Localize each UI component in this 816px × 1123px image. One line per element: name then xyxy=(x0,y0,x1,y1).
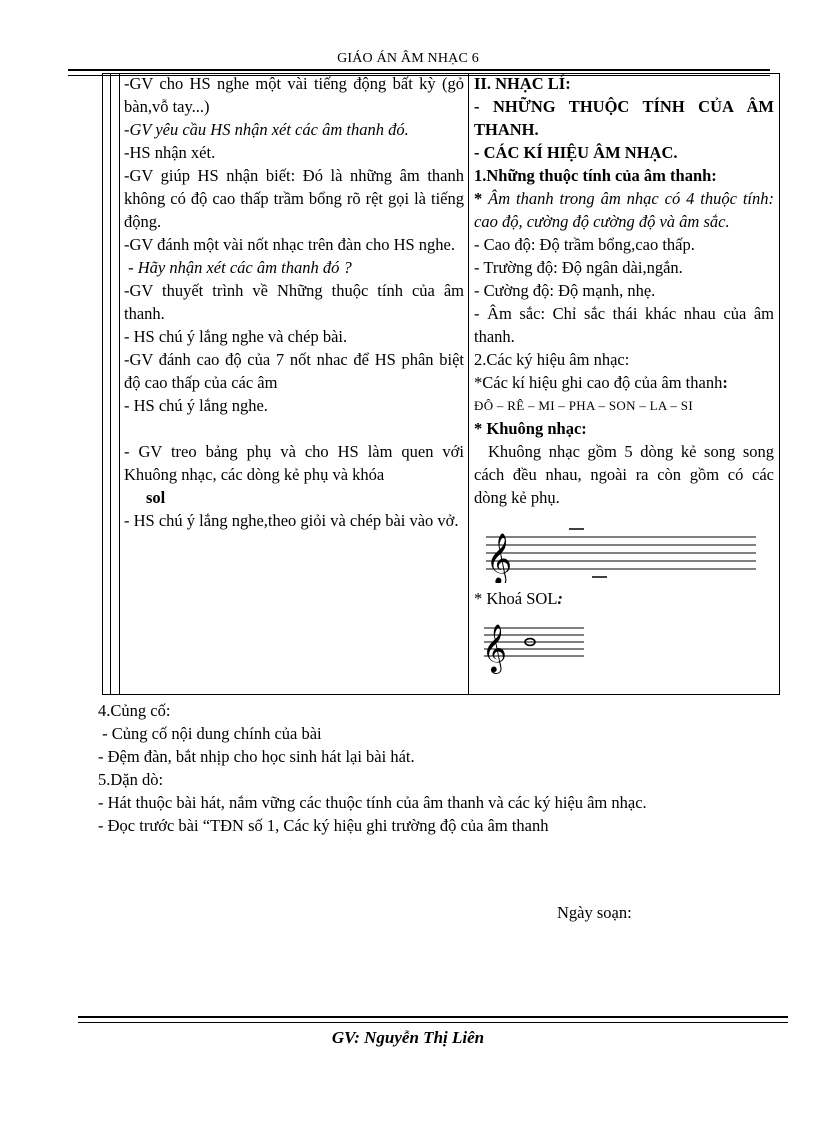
clef-label xyxy=(474,587,774,610)
consolidation-title: 4.Củng cố: xyxy=(98,701,171,720)
page-header-title: GIÁO ÁN ÂM NHẠC 6 xyxy=(337,51,479,66)
table-inner-line-right xyxy=(119,73,120,695)
properties-intro-text: Âm thanh trong âm nhạc có 4 thuộc tính: cao độ, cường độ cường độ và âm sắc. xyxy=(474,189,774,231)
homework-item: - Hát thuộc bài hát, nắm vững các thuộc tính của âm thanh và các ký hiệu âm nhạc. xyxy=(98,793,647,812)
property-item: - Trường độ: Độ ngân dài,ngắn. xyxy=(474,258,683,277)
teacher-activity-column xyxy=(124,72,464,532)
treble-clef-icon: 𝄞 xyxy=(486,533,513,583)
left-line: - GV treo bảng phụ và cho HS làm quen với Khuông nhạc, các dòng kẻ phụ và khóa xyxy=(124,442,464,484)
clef-label-colon: : xyxy=(557,589,563,608)
lesson-body xyxy=(98,699,798,837)
property-item: - Âm sắc: Chỉ sắc thái khác nhau của âm thanh. xyxy=(474,304,774,346)
staff-label: * Khuông nhạc: xyxy=(474,419,587,438)
left-line: - HS chú ý lắng nghe và chép bài. xyxy=(124,327,348,346)
consolidation-item: - Đệm đàn, bắt nhịp cho học sinh hát lại bài hát. xyxy=(98,747,415,766)
left-line: -HS nhận xét. xyxy=(124,143,216,162)
notes-label-colon: : xyxy=(722,373,728,392)
properties-intro xyxy=(474,187,774,233)
homework-item: - Đọc trước bài “TĐN số 1, Các ký hiệu ghi trường độ của âm thanh xyxy=(98,816,549,835)
notes-label-text: *Các kí hiệu ghi cao độ của âm thanh xyxy=(474,373,723,392)
star-marker: * xyxy=(474,189,483,208)
notes-label xyxy=(474,371,774,394)
clef-label-text: * Khoá SOL xyxy=(474,589,558,608)
table-inner-line-left xyxy=(110,73,111,695)
section-heading: II. NHẠC LÍ: xyxy=(474,74,571,93)
treble-clef-icon: 𝄞 xyxy=(482,623,507,672)
preparation-date-label: Ngày soạn: xyxy=(557,903,632,922)
section-title: 1.Những thuộc tính của âm thanh: xyxy=(474,166,717,185)
property-item: - Cao độ: Độ trầm bổng,cao thấp. xyxy=(474,235,695,254)
subheading: - CÁC KÍ HIỆU ÂM NHẠC. xyxy=(474,143,678,162)
subheading: - NHỮNG THUỘC TÍNH CỦA ÂM THANH. xyxy=(474,97,774,139)
note-names: ĐÔ – RÊ – MI – PHA – SON – LA – SI xyxy=(474,398,693,413)
footer-rule xyxy=(78,1016,788,1023)
left-line: - HS chú ý lắng nghe,theo giỏi và chép bài vào vở. xyxy=(124,511,459,530)
left-line: sol xyxy=(146,488,166,507)
left-line: -GV đánh cao độ của 7 nốt nhac để HS phân biệt độ cao thấp của các âm xyxy=(124,350,464,392)
left-line: - HS chú ý lắng nghe. xyxy=(124,396,268,415)
left-line: -GV thuyết trình về Những thuộc tính của âm thanh. xyxy=(124,281,464,323)
staff-with-ledger-lines xyxy=(474,519,764,583)
lesson-content-column xyxy=(474,72,774,674)
left-line: -GV cho HS nghe một vài tiếng động bất kỳ (gỏ bàn,vỗ tay...) xyxy=(124,74,464,116)
left-line: - Hãy nhận xét các âm thanh đó ? xyxy=(124,258,352,277)
property-item: - Cường độ: Độ mạnh, nhẹ. xyxy=(474,281,656,300)
treble-clef-staff xyxy=(474,618,594,674)
left-line: -GV đánh một vài nốt nhạc trên đàn cho HS nghe. xyxy=(124,235,455,254)
left-line: -GV giúp HS nhận biết: Đó là những âm thanh không có độ cao thấp trầm bổng rõ rệt gọi là tiếng động. xyxy=(124,166,464,231)
staff-description: Khuông nhạc gồm 5 dòng kẻ song song cách đều nhau, ngoài ra còn gồm có các dòng kẻ phụ. xyxy=(474,442,774,507)
left-line: -GV yêu cầu HS nhận xét các âm thanh đó. xyxy=(124,120,409,139)
footer-teacher-name: GV: Nguyễn Thị Liên xyxy=(331,1028,485,1047)
consolidation-item: - Củng cố nội dung chính của bài xyxy=(98,724,322,743)
table-column-divider xyxy=(468,73,469,695)
homework-title: 5.Dặn dò: xyxy=(98,770,164,789)
section-title: 2.Các ký hiệu âm nhạc: xyxy=(474,350,630,369)
